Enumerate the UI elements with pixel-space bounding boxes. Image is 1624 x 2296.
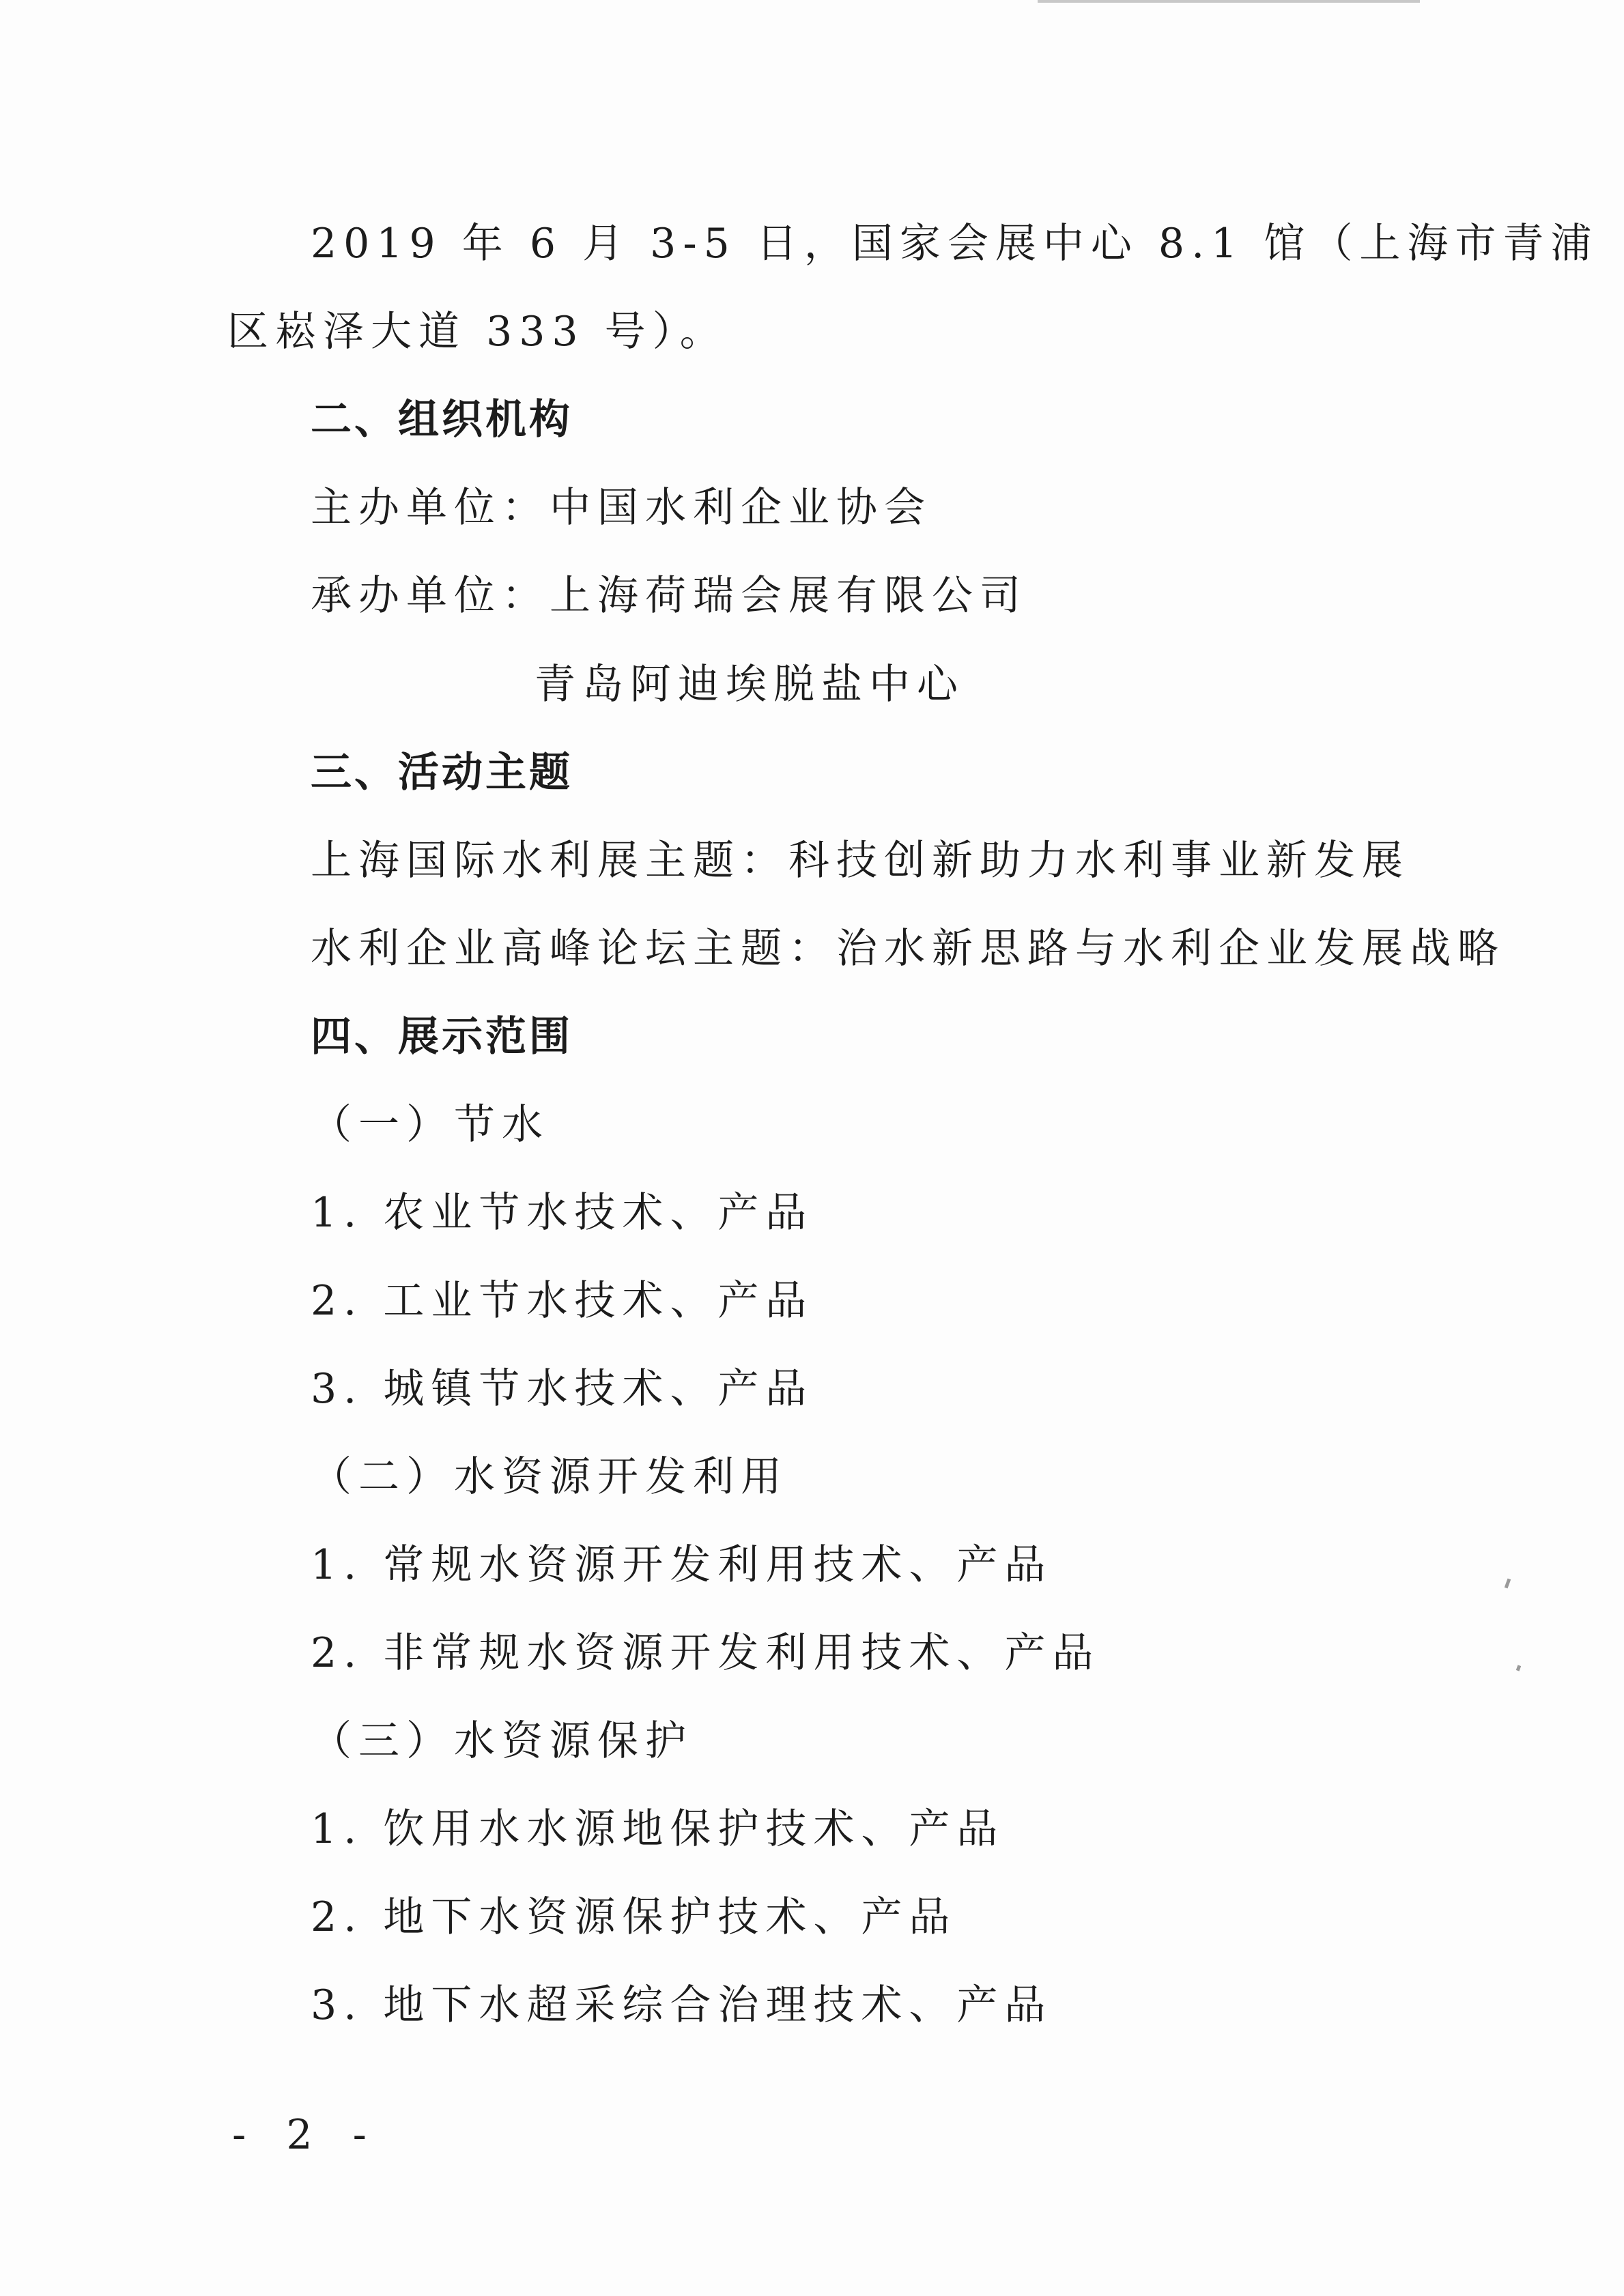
expo-theme-line: 上海国际水利展主题：科技创新助力水利事业新发展 [311,837,1410,885]
list-item: 2. 工业节水技术、产品 [311,1277,814,1325]
co-organizer-line-2: 青岛阿迪埃脱盐中心 [535,661,965,708]
co-organizer-line: 承办单位：上海荷瑞会展有限公司 [311,572,1027,620]
list-item: 1. 农业节水技术、产品 [311,1189,814,1237]
list-item: 3. 地下水超采综合治理技术、产品 [311,1981,1053,2029]
list-item: 2. 地下水资源保护技术、产品 [311,1893,957,1941]
list-item: 1. 常规水资源开发利用技术、产品 [311,1541,1053,1589]
organizer-line: 主办单位：中国水利企业协会 [311,484,932,532]
header-rule [1038,0,1420,3]
section-heading-organization: 二、组织机构 [311,396,573,444]
subsection-heading-water-saving: （一）节水 [311,1101,550,1149]
section-heading-scope: 四、展示范围 [311,1013,573,1061]
body-paragraph-line-2: 区崧泽大道 333 号）。 [227,308,728,356]
subsection-heading-water-protection: （三）水资源保护 [311,1717,693,1765]
body-paragraph-line-1: 2019 年 6 月 3-5 日，国家会展中心 8.1 馆（上海市青浦 [311,220,1599,268]
list-item: 2. 非常规水资源开发利用技术、产品 [311,1629,1100,1677]
page-number: - 2 - [232,2111,380,2159]
list-item: 3. 城镇节水技术、产品 [311,1365,814,1413]
section-heading-theme: 三、活动主题 [311,749,573,797]
scan-speck [1505,1579,1511,1589]
list-item: 1. 饮用水水源地保护技术、产品 [311,1805,1005,1853]
subsection-heading-water-development: （二）水资源开发利用 [311,1453,788,1501]
forum-theme-line: 水利企业高峰论坛主题：治水新思路与水利企业发展战略 [311,925,1505,973]
scan-speck [1516,1665,1521,1671]
